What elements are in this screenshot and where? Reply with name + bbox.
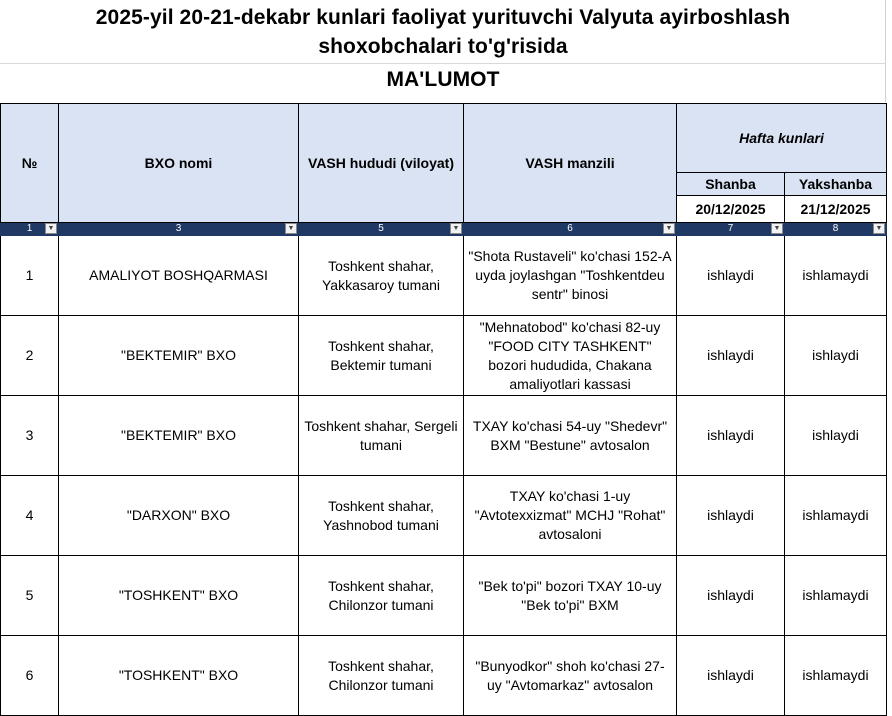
cell-address: "Bunyodkor" shoh ko'chasi 27-uy "Avtomarkaz" avtosalon — [464, 636, 677, 716]
cell-region: Toshkent shahar, Sergeli tumani — [299, 396, 464, 476]
title-line-3: MA'LUMOT — [386, 68, 500, 91]
header-date-1: 20/12/2025 — [677, 196, 785, 223]
table-row — [1, 316, 887, 396]
cell-bxo-nomi: "TOSHKENT" BXO — [59, 636, 299, 716]
cell-address: "Shota Rustaveli" ko'chasi 152-A uyda joylashgan "Toshkentdeu sentr" binosi — [464, 236, 677, 316]
cell-address: "Bek to'pi" bozori TXAY 10-uy "Bek to'pi" BXM — [464, 556, 677, 636]
header-vash-hududi: VASH hududi (viloyat) — [299, 104, 464, 223]
filter-label: 6 — [567, 223, 573, 234]
filter-label: 8 — [832, 223, 839, 234]
title-block — [0, 0, 886, 102]
filter-dropdown-icon[interactable]: ▼ — [450, 223, 462, 234]
filter-cell — [299, 223, 464, 236]
title-line-2: shoxobchalari to'g'risida — [318, 35, 568, 58]
filter-dropdown-icon[interactable]: ▼ — [45, 223, 57, 234]
cell-region: Toshkent shahar, Chilonzor tumani — [299, 556, 464, 636]
cell-day2-status: ishlaydi — [785, 316, 887, 396]
cell-region: Toshkent shahar, Chilonzor tumani — [299, 636, 464, 716]
cell-day1-status: ishlaydi — [677, 396, 785, 476]
header-day-shanba: Shanba — [677, 173, 785, 196]
cell-bxo-nomi: AMALIYOT BOSHQARMASI — [59, 236, 299, 316]
title-line-1: 2025-yil 20-21-dekabr kunlari faoliyat yurituvchi Valyuta ayirboshlash — [95, 6, 791, 29]
cell-day2-status: ishlamaydi — [785, 476, 887, 556]
cell-num: 1 — [1, 236, 59, 316]
table-row — [1, 396, 887, 476]
cell-num: 3 — [1, 396, 59, 476]
cell-num: 5 — [1, 556, 59, 636]
cell-day2-status: ishlamaydi — [785, 236, 887, 316]
header-bxo-nomi: BXO nomi — [59, 104, 299, 223]
cell-region: Toshkent shahar, Yashnobod tumani — [299, 476, 464, 556]
filter-cell — [785, 223, 887, 236]
filter-cell — [464, 223, 677, 236]
filter-dropdown-icon[interactable]: ▼ — [663, 223, 675, 234]
data-table — [0, 103, 887, 716]
filter-dropdown-icon[interactable]: ▼ — [771, 223, 783, 234]
cell-day2-status: ishlamaydi — [785, 636, 887, 716]
cell-num: 2 — [1, 316, 59, 396]
filter-cell — [59, 223, 299, 236]
filter-cell — [677, 223, 785, 236]
cell-address: TXAY ko'chasi 1-uy "Avtotexxizmat" MCHJ "Rohat" avtosaloni — [464, 476, 677, 556]
filter-label: 7 — [727, 223, 734, 234]
filter-label: 5 — [378, 223, 384, 234]
filter-cell — [1, 223, 59, 236]
cell-bxo-nomi: "TOSHKENT" BXO — [59, 556, 299, 636]
header-num: № — [1, 104, 59, 223]
table-row — [1, 636, 887, 716]
cell-num: 6 — [1, 636, 59, 716]
header-day-yakshanba: Yakshanba — [785, 173, 887, 196]
cell-address: "Mehnatobod" ko'chasi 82-uy "FOOD CITY TASHKENT" bozori hududida, Chakana amaliyotlari kassasi — [464, 316, 677, 396]
filter-dropdown-icon[interactable]: ▼ — [873, 223, 885, 234]
cell-day1-status: ishlaydi — [677, 476, 785, 556]
table-row — [1, 476, 887, 556]
cell-day2-status: ishlaydi — [785, 396, 887, 476]
cell-day1-status: ishlaydi — [677, 236, 785, 316]
table-row — [1, 556, 887, 636]
cell-region: Toshkent shahar, Yakkasaroy tumani — [299, 236, 464, 316]
filter-dropdown-icon[interactable]: ▼ — [285, 223, 297, 234]
cell-day1-status: ishlaydi — [677, 316, 785, 396]
header-vash-manzili: VASH manzili — [464, 104, 677, 223]
cell-address: TXAY ko'chasi 54-uy "Shedevr" BXM "Bestune" avtosalon — [464, 396, 677, 476]
filter-label: 1 — [26, 223, 33, 234]
filter-label: 3 — [175, 223, 182, 234]
title-divider — [0, 63, 886, 64]
cell-num: 4 — [1, 476, 59, 556]
cell-day1-status: ishlaydi — [677, 636, 785, 716]
header-hafta-kunlari: Hafta kunlari — [677, 104, 887, 173]
cell-day2-status: ishlamaydi — [785, 556, 887, 636]
cell-day1-status: ishlaydi — [677, 556, 785, 636]
header-date-2: 21/12/2025 — [785, 196, 887, 223]
filter-row — [1, 223, 887, 236]
table-row — [1, 236, 887, 316]
cell-bxo-nomi: "BEKTEMIR" BXO — [59, 396, 299, 476]
cell-bxo-nomi: "DARXON" BXO — [59, 476, 299, 556]
cell-region: Toshkent shahar, Bektemir tumani — [299, 316, 464, 396]
cell-bxo-nomi: "BEKTEMIR" BXO — [59, 316, 299, 396]
